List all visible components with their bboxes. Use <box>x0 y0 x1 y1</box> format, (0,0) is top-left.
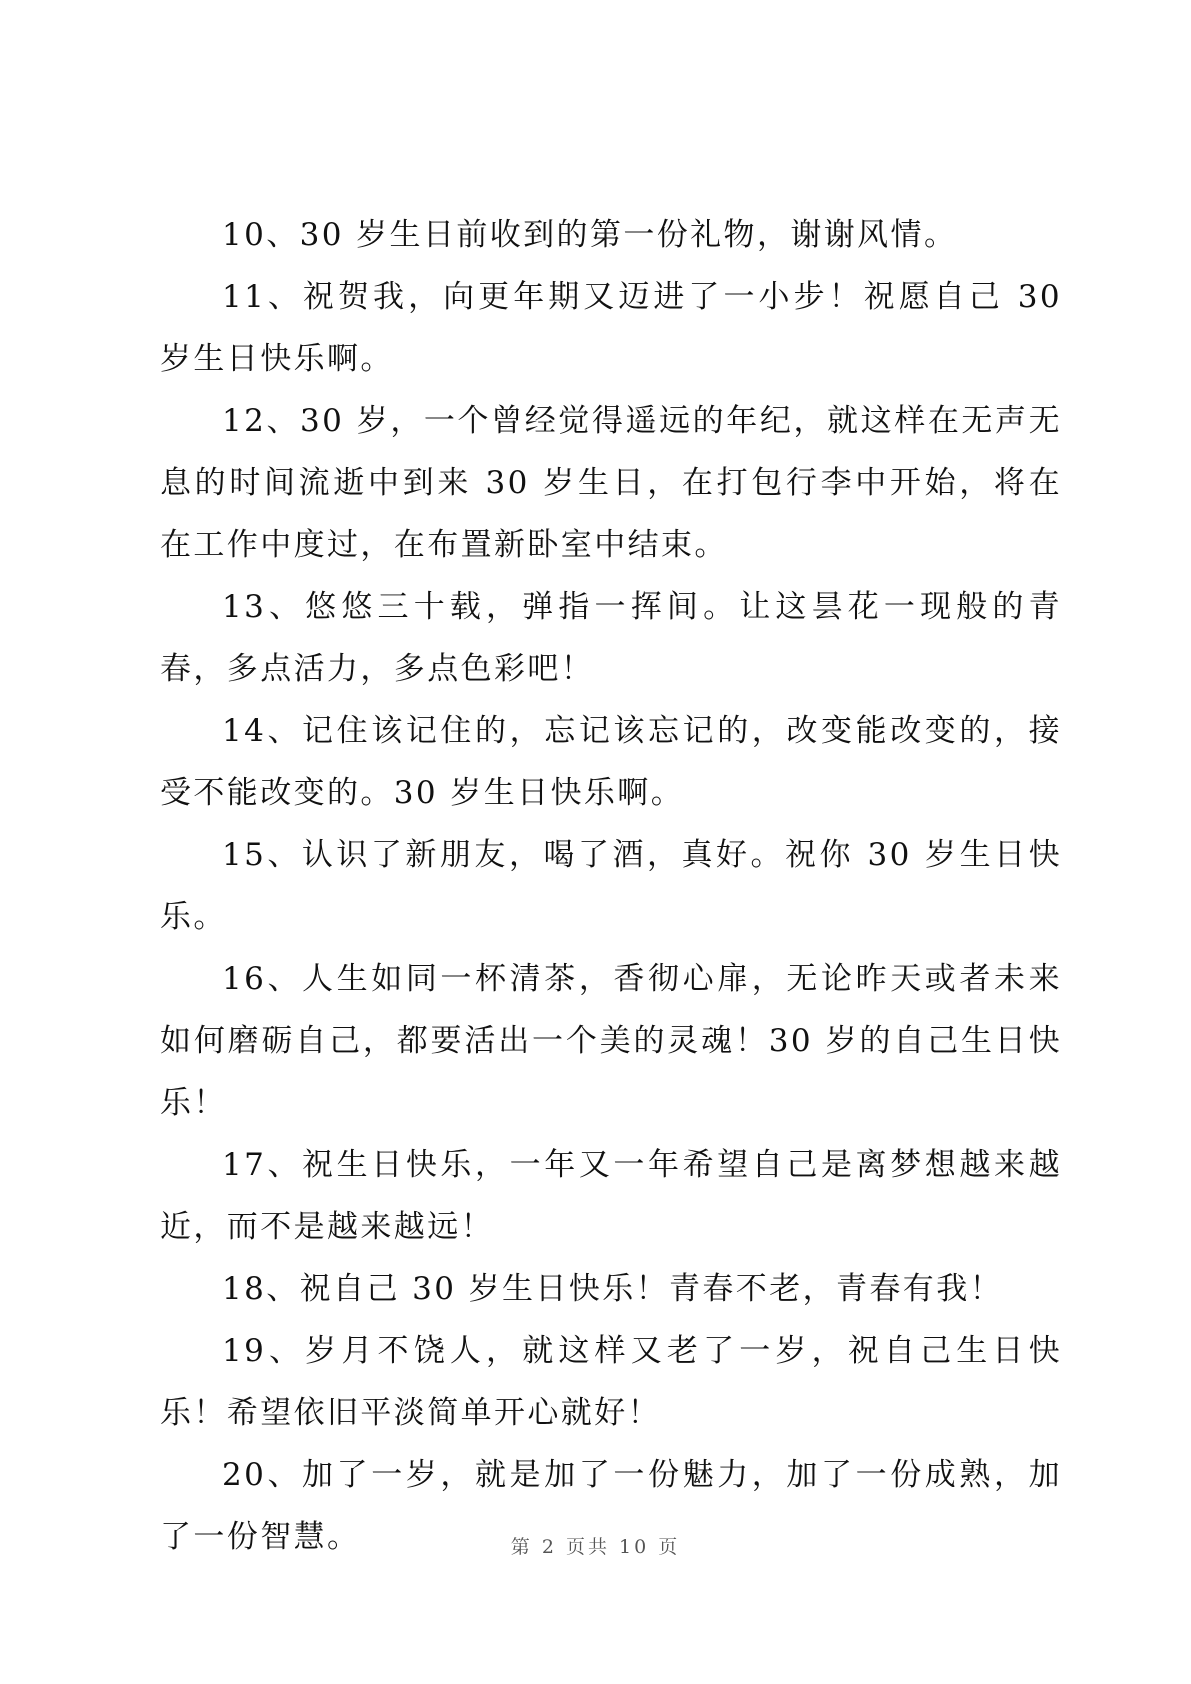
paragraph-11: 11、祝贺我，向更年期又迈进了一小步！祝愿自己 30 岁生日快乐啊。 <box>160 279 1062 377</box>
paragraph-13: 13、悠悠三十载，弹指一挥间。让这昙花一现般的青春，多点活力，多点色彩吧！ <box>160 589 1062 687</box>
paragraph-19: 19、岁月不饶人，就这样又老了一岁，祝自己生日快乐！希望依旧平淡简单开心就好！ <box>160 1333 1062 1431</box>
document-body <box>160 204 1062 1568</box>
paragraph-20: 20、加了一岁，就是加了一份魅力，加了一份成熟，加了一份智慧。 <box>160 1457 1062 1555</box>
paragraph-18: 18、祝自己 30 岁生日快乐！青春不老，青春有我！ <box>222 1271 1003 1307</box>
page-number-footer: 第 2 页共 10 页 <box>510 1536 681 1558</box>
paragraph-16: 16、人生如同一杯清茶，香彻心扉，无论昨天或者未来如何磨砺自己，都要活出一个美的灵魂！30 岁的自己生日快乐！ <box>160 961 1062 1121</box>
paragraph-17: 17、祝生日快乐，一年又一年希望自己是离梦想越来越近，而不是越来越远！ <box>160 1147 1062 1245</box>
paragraph-15: 15、认识了新朋友，喝了酒，真好。祝你 30 岁生日快乐。 <box>160 837 1062 935</box>
paragraph-10: 10、30 岁生日前收到的第一份礼物，谢谢风情。 <box>222 217 958 253</box>
paragraph-12: 12、30 岁，一个曾经觉得遥远的年纪，就这样在无声无息的时间流逝中到来 30 岁生日，在打包行李中开始，将在在工作中度过，在布置新卧室中结束。 <box>160 403 1062 563</box>
paragraph-14: 14、记住该记住的，忘记该忘记的，改变能改变的，接受不能改变的。30 岁生日快乐啊。 <box>160 713 1062 811</box>
